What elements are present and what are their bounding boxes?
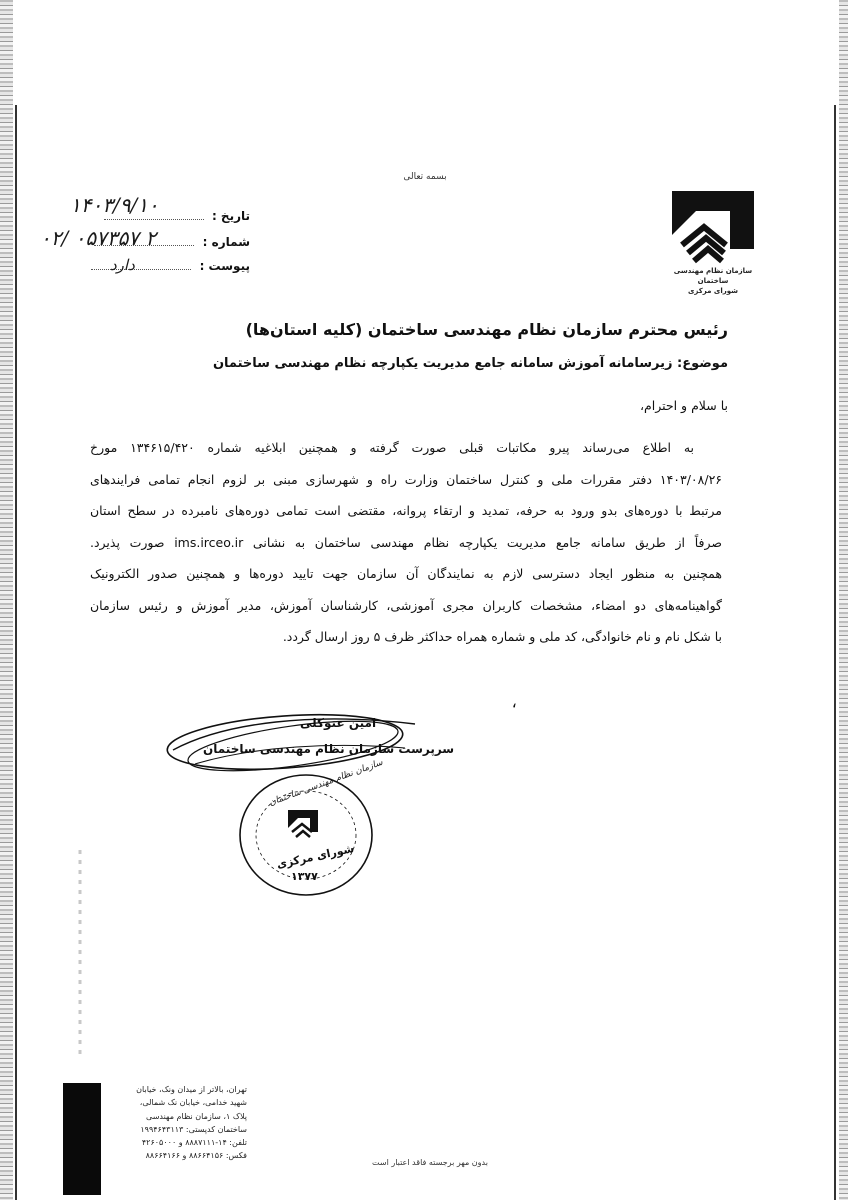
address-line: فکس: ۸۸۶۶۴۱۵۶ و ۸۸۶۶۴۱۶۶: [145, 1151, 247, 1161]
address-line: تلفن: ۱۴-۸۸۸۷۱۱۱ و ۴۲۶۰۵۰۰۰: [141, 1138, 247, 1148]
date-label: تاریخ :: [211, 209, 250, 223]
attachment-line: [91, 269, 191, 270]
stamp-council: شورای مرکزی: [275, 841, 356, 872]
body-line: گواهینامه‌های دو امضاء، مشخصات کاربران مجری آموزشی، کارشناسان آموزش، مدیر آموزش و رئیس سازمان: [90, 597, 722, 613]
body-line: صرفاً از طریق سامانه جامع مدیریت یکپارچه نظام مهندسی ساختمان به نشانی ims.irceo.ir صورت پذیرد.: [90, 534, 722, 550]
body-line: مرتبط با دوره‌های بدو ورود به حرفه، تمدید و ارتقاء پروانه، مقتضی است تمامی دوره‌های نامبرده در سطح استان: [90, 503, 722, 518]
address-line: شهید خدامی، خیابان نک شمالی،: [139, 1098, 247, 1108]
recipient-title: رئیس محترم سازمان نظام مهندسی ساختمان (کلیه استان‌ها): [245, 320, 728, 339]
number-value: ۲ ۰۵۷۳۵۷ /۰۲: [40, 226, 157, 250]
stamp-year: ۱۳۷۷: [291, 870, 318, 883]
stamp-ring-text: سازمان نظام مهندسی ساختمان: [267, 757, 385, 809]
letter-greeting: با سلام و احترام،: [639, 398, 728, 413]
date-value: ۱۴۰۳/۹/۱۰: [70, 193, 159, 217]
scan-border-right: [834, 105, 836, 1200]
scan-edge-left: [0, 0, 13, 1200]
organization-logo: [668, 185, 758, 265]
number-label: شماره :: [202, 235, 250, 249]
scan-border-left: [15, 105, 17, 1200]
footer-address: [107, 1083, 247, 1163]
attachment-value: دارد: [110, 256, 135, 274]
body-line: با شکل نام و نام خانوادگی، کد ملی و شماره همراه حداکثر ظرف ۵ روز ارسال گردد.: [282, 629, 722, 644]
stamp-logo-icon: [288, 810, 318, 837]
body-line: به اطلاع می‌رساند پیرو مکاتبات قبلی صورت گرفته و همچنین ابلاغیه شماره ۱۳۴۶۱۵/۴۲۰ مورخ: [90, 440, 694, 455]
signer-title: سرپرست سازمان نظام مهندسی ساختمان: [203, 742, 455, 756]
scan-edge-right: [839, 0, 848, 1200]
logo-icon: [668, 185, 758, 265]
address-line: تهران، بالاتر از میدان ونک، خیابان: [136, 1085, 247, 1094]
footer-bar: [63, 1083, 101, 1195]
org-caption-line2: شورای مرکزی: [687, 287, 739, 295]
margin-marks: [70, 850, 90, 1060]
body-line: ۱۴۰۳/۰۸/۲۶ دفتر مقررات ملی و کنترل ساختمان وزارت راه و شهرسازی مبنی بر لزوم انجام تمامی فرایندهای: [90, 471, 722, 487]
pen-mark: ‘: [512, 700, 518, 719]
organization-caption: [664, 266, 762, 296]
org-caption-line1: سازمان نظام مهندسی ساختمان: [673, 267, 753, 285]
bismillah: بسمه تعالی: [403, 172, 447, 182]
letter-body: [90, 432, 722, 653]
letter-subject: موضوع: زیرسامانه آموزش سامانه جامع مدیریت یکپارچه نظام مهندسی ساختمان: [212, 356, 728, 371]
attachment-label: پیوست :: [199, 259, 250, 273]
footer-note: بدون مهر برجسته فاقد اعتبار است: [372, 1158, 488, 1167]
address-line: ساختمان کدپستی: ۱۹۹۴۶۴۳۱۱۳: [140, 1124, 247, 1134]
official-stamp: [236, 757, 385, 900]
body-line: همچنین به منظور ایجاد دسترسی لازم به نمایندگان آن سازمان جهت تایید دوره‌ها و همچنین صدور الکترونیک: [90, 566, 722, 581]
address-line: پلاک ۱، سازمان نظام مهندسی: [146, 1111, 247, 1121]
date-line: [104, 219, 204, 220]
signer-name: امین عتوکلی: [300, 716, 377, 730]
